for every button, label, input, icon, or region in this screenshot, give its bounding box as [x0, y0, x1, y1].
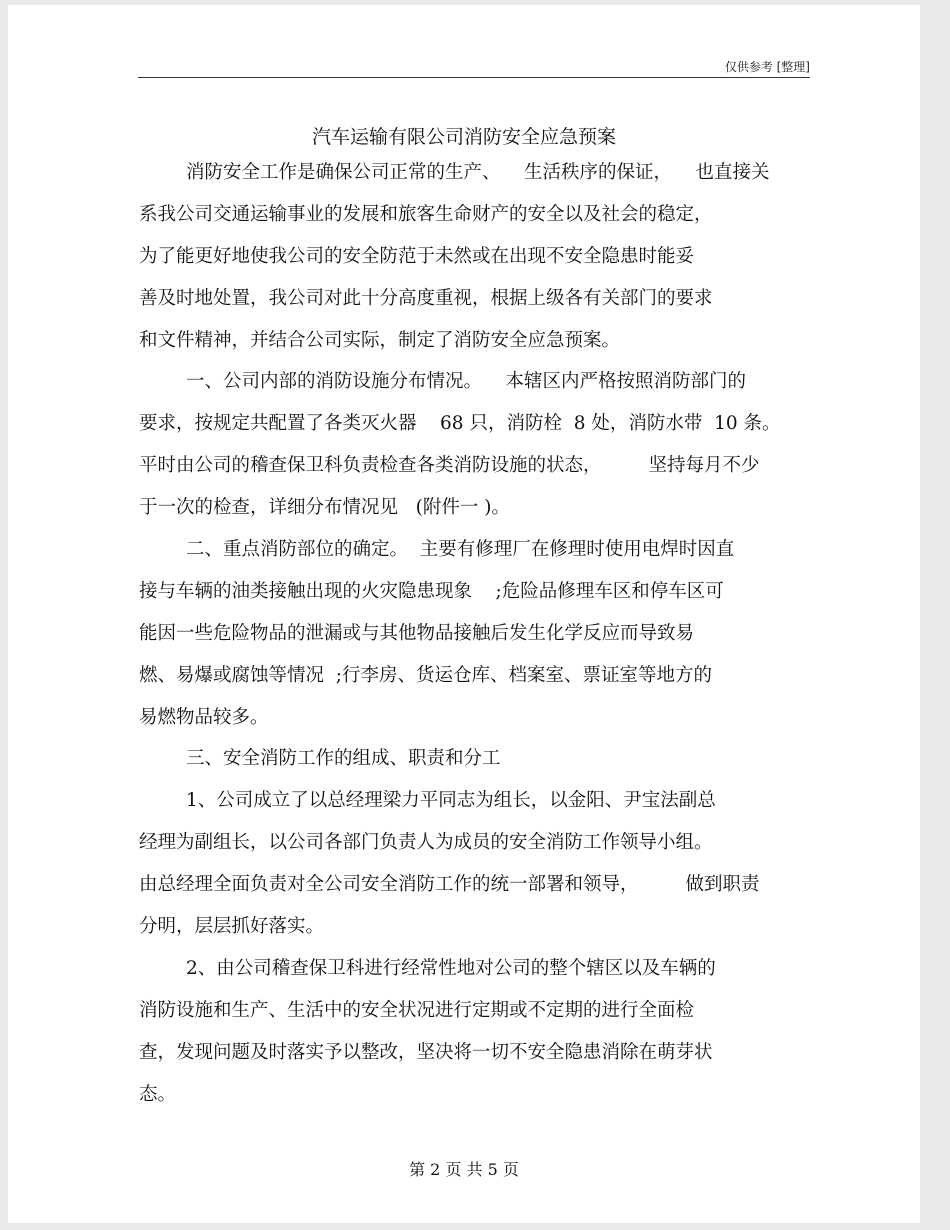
body-line: 消防安全工作是确保公司正常的生产、 生活秩序的保证， 也直接关 [186, 162, 770, 183]
document-body [139, 152, 819, 1115]
body-line: 平时由公司的稽查保卫科负责检查各类消防设施的状态， 坚持每月不少 [139, 455, 760, 477]
body-line: 善及时地处置，我公司对此十分高度重视，根据上级各有关部门的要求 [139, 287, 713, 309]
body-line: 系我公司交通运输事业的发展和旅客生命财产的安全以及社会的稳定， [139, 203, 713, 225]
body-line: 1、公司成立了以总经理梁力平同志为组长，以金阳、尹宝法副总 [186, 790, 716, 812]
header-note: 仅供参考 [整理] [724, 60, 810, 74]
body-line: 态。 [139, 1083, 177, 1105]
body-line: 能因一些危险物品的泄漏或与其他物品接触后发生化学反应而导致易 [139, 622, 695, 644]
body-line: 二、重点消防部位的确定。 主要有修理厂在修理时使用电焊时因直 [186, 539, 735, 561]
document-title: 汽车运输有限公司消防安全应急预案 [311, 126, 616, 148]
body-line: 三、安全消防工作的组成、职责和分工 [186, 748, 501, 770]
body-line: 和文件精神，并结合公司实际，制定了消防安全应急预案。 [139, 329, 621, 351]
document-page [8, 5, 920, 1223]
body-line: 于一次的检查，详细分布情况见 (附件一 )。 [139, 497, 510, 519]
body-line: 为了能更好地使我公司的安全防范于未然或在出现不安全隐患时能妥 [139, 245, 695, 267]
header-divider [138, 77, 810, 78]
body-line: 要求，按规定共配置了各类灭火器 68 只，消防栓 8 处，消防水带 10 条。 [139, 413, 781, 435]
body-line: 2、由公司稽查保卫科进行经常性地对公司的整个辖区以及车辆的 [186, 957, 716, 979]
body-line: 燃、易爆或腐蚀等情况 ;行李房、货运仓库、档案室、票证室等地方的 [139, 664, 712, 686]
body-line: 查，发现问题及时落实予以整改，坚决将一切不安全隐患消除在萌芽状 [139, 1041, 713, 1063]
body-line: 分明，层层抓好落实。 [139, 916, 325, 938]
body-line: 消防设施和生产、生活中的安全状况进行定期或不定期的进行全面检 [139, 999, 695, 1021]
body-line: 易燃物品较多。 [139, 706, 269, 728]
body-line: 经理为副组长，以公司各部门负责人为成员的安全消防工作领导小组。 [139, 832, 713, 854]
body-line: 由总经理全面负责对全公司安全消防工作的统一部署和领导， 做到职责 [139, 874, 760, 896]
body-line: 一、公司内部的消防设施分布情况。 本辖区内严格按照消防部门的 [186, 371, 747, 393]
page-footer: 第 2 页 共 5 页 [409, 1160, 519, 1179]
body-line: 接与车辆的油类接触出现的火灾隐患现象 ;危险品修理车区和停车区可 [139, 580, 724, 602]
